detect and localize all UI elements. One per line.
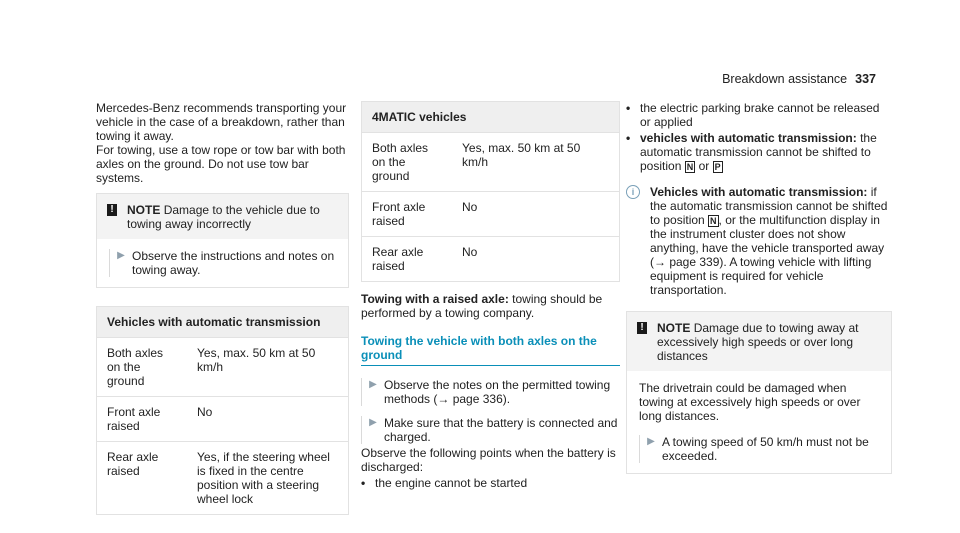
action-text: A towing speed of 50 km/h must not be exceeded. [662,435,869,463]
action-arrow-icon: ▶ [109,249,132,277]
table-cell: No [187,397,349,442]
note-box [96,193,349,288]
action-text: Make sure that the battery is connected and charged. [384,416,618,444]
warning-icon: ! [107,204,117,216]
table-row [97,338,349,397]
table-cell: No [452,192,620,237]
towing-raised-label: Towing with a raised axle: [361,292,509,306]
table-cell: Rear axle raised [97,442,188,515]
table-title: 4MATIC vehicles [362,102,620,133]
column-1 [96,101,349,515]
note-label: NOTE [127,203,161,217]
table-row [97,397,349,442]
table-row [362,133,620,192]
header-title: Breakdown assistance [722,72,848,86]
action-step [361,378,620,406]
table-title: Vehicles with automatic transmission [97,307,349,338]
action-arrow-icon: ▶ [361,416,384,444]
table-row [362,237,620,282]
action-text: Observe the notes on the permitted towing methods (→ page 336). [384,378,611,406]
table-row [97,442,349,515]
list-item-text: vehicles with automatic transmission: the automatic transmission cannot be shifted to position N or P [640,131,877,173]
automatic-transmission-table [96,306,349,515]
table-cell: No [452,237,620,282]
list-item: • vehicles with automatic transmission: the automatic transmission cannot be shifted to position N or P [626,131,892,173]
action-step [109,249,338,277]
intro-paragraph: Mercedes-Benz recommends transporting your vehicle in the case of a breakdown, rather than towing it away. [96,101,347,143]
section-title: Towing the vehicle with both axles on the ground [361,334,620,366]
table-cell: Yes, if the steering wheel is fixed in the centre position with a steering wheel lock [187,442,349,515]
table-cell: Rear axle raised [362,237,453,282]
page-number: 337 [855,72,876,86]
list-item-text: the engine cannot be started [375,476,528,490]
table-cell: Front axle raised [362,192,453,237]
note-body-text: The drivetrain could be damaged when towing at excessively high speeds or over long distances. [639,381,861,423]
list-item: • the engine cannot be started [361,476,528,490]
observe-paragraph: Observe the following points when the battery is discharged: [361,446,616,474]
page-header [722,72,876,86]
list-item-text: the electric parking brake cannot be released or applied [640,101,880,129]
note-box [626,311,892,474]
table-cell: Yes, max. 50 km at 50 km/h [187,338,349,397]
4matic-table [361,101,620,282]
table-cell: Yes, max. 50 km at 50 km/h [452,133,620,192]
list-item: • the electric parking brake cannot be released or applied [626,101,892,129]
action-step [361,416,620,444]
info-block: i Vehicles with automatic transmission: if the automatic transmission cannot be shifted to position N , or the multifunction display in the instrument cluster does not show anything, have the vehicle transported away (→ page 339). A towing vehicle with lifting equipment is required for vehicle transportation. [626,185,892,297]
towing-raised-text: towing should be performed by a towing company. [361,292,603,320]
action-text: Observe the instructions and notes on towing away. [132,249,335,277]
warning-icon: ! [637,322,647,334]
note-text: Damage due to towing away at excessively high speeds or over long distances [657,321,859,363]
note-text: Damage to the vehicle due to towing away incorrectly [127,203,320,231]
table-cell: Both axles on the ground [362,133,453,192]
note-label: NOTE [657,321,691,335]
note-header [97,194,348,239]
table-cell: Both axles on the ground [97,338,188,397]
table-cell: Front axle raised [97,397,188,442]
gear-p-symbol: P [714,162,721,172]
action-arrow-icon: ▶ [639,435,662,463]
towing-raised-paragraph [361,292,620,320]
column-3 [626,101,892,474]
gear-n-symbol: N [686,162,694,172]
towing-paragraph: For towing, use a tow rope or tow bar with both axles on the ground. Do not use tow bar systems. [96,143,346,185]
action-step [639,435,881,463]
gear-n-symbol: N [710,216,717,226]
column-2 [361,101,620,490]
info-icon: i [626,185,640,199]
action-arrow-icon: ▶ [361,378,384,406]
note-header [627,312,891,371]
table-row [362,192,620,237]
